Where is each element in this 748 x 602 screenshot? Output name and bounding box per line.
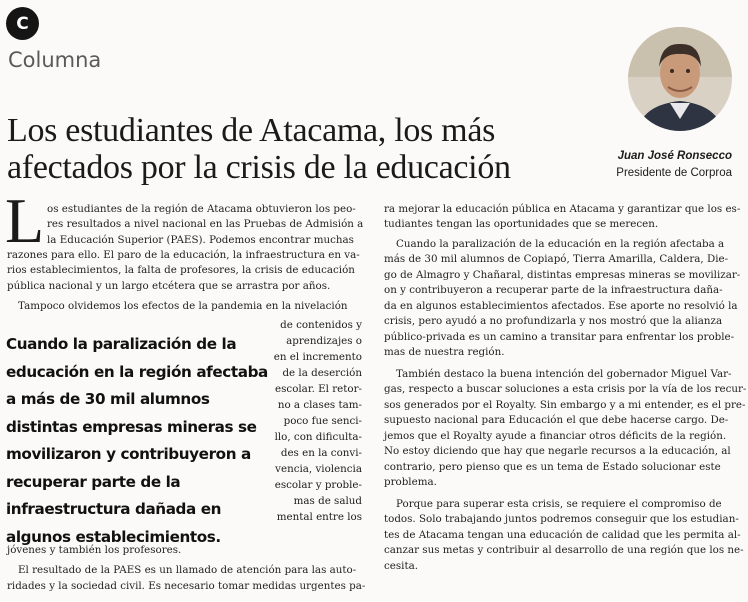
body-line: vencia, violencia	[275, 463, 362, 475]
body-line: de la deserción	[282, 367, 362, 379]
headline: Los estudiantes de Atacama, los más afectados por la crisis de la educación	[7, 112, 511, 186]
body-line: tes de Atacama tengan una educación de calidad que les permita al-	[384, 529, 741, 541]
body-line: no a clases tam-	[277, 399, 362, 411]
body-line: aprendizajes o	[286, 335, 362, 347]
author-name: Juan José Ronsecco	[617, 150, 732, 162]
body-line: más de 30 mil alumnos de Copiapó, Tierra Amarilla, Caldera, Die-	[384, 253, 729, 265]
body-line: poco fue senci-	[283, 415, 362, 427]
column-badge: C	[6, 7, 39, 40]
pull-quote: Cuando la paralización de la educación en la región afectaba a más de 30 mil alumnos distintas empresas mineras se movilizaron y contribuyeron a recuperar parte de la infraestructura dañada en algunos establecimientos.	[6, 335, 268, 546]
body-line: pública nacional y un largo etcétera que se arrastra por años.	[7, 280, 331, 292]
body-line: El resultado de la PAES es un llamado de atención para las auto-	[18, 564, 357, 576]
body-line: mental entre los	[276, 511, 362, 523]
body-line: cesita.	[384, 560, 418, 572]
body-line: en el incremento	[273, 351, 362, 363]
body-line: escolar y proble-	[274, 479, 362, 491]
body-line: Cuando la paralización de la educación en la región afectaba a	[396, 238, 725, 250]
body-line: des en la convi-	[280, 447, 362, 459]
body-line: tudiantes tengan las oportunidades que se merecen.	[384, 218, 659, 230]
body-line: llo, con dificulta-	[274, 431, 362, 443]
body-line: gas, respecto a buscar soluciones a esta crisis por la vía de los recur-	[384, 383, 747, 395]
body-line: No estoy diciendo que hay que negarle recursos a la educación, al	[384, 445, 731, 457]
author-role: Presidente de Corproa	[616, 167, 732, 179]
body-line: supuesto nacional para Educación el que debe hacerse cargo. De-	[384, 414, 729, 426]
body-line: Porque para superar esta crisis, se requiere el compromiso de	[396, 498, 722, 510]
body-line: crisis, pero ayudó a no profundizarla y nos mostró que la alianza	[384, 315, 723, 327]
body-line: go de Almagro y Chañaral, distintas empresas mineras se movilizar-	[384, 269, 741, 281]
body-line: res resultados a nivel nacional en las Pruebas de Admisión a	[47, 218, 364, 230]
body-line: da en algunos establecimientos afectados. Ese aporte no resolvió la	[384, 300, 738, 312]
body-line: la Educación Superior (PAES). Podemos encontrar muchas	[47, 234, 354, 246]
body-line: escolar. El retor-	[275, 383, 362, 395]
body-line: sos generados por el Royalty. Sin embargo y a mi entender, es el pre-	[384, 399, 746, 411]
body-line: Tampoco olvidemos los efectos de la pandemia en la nivelación	[18, 300, 348, 312]
body-line: contrario, pero pienso que es un tema de Estado solucionar este	[384, 461, 721, 473]
body-line: os estudiantes de la región de Atacama obtuvieron los peo-	[47, 203, 356, 215]
body-line: de contenidos y	[280, 319, 362, 331]
body-line: mas de salud	[293, 495, 362, 507]
body-line: jemos que el Royalty ayude a financiar otros déficits de la región.	[384, 430, 727, 442]
section-label: Columna	[8, 48, 102, 72]
body-line: razones para ello. El paro de la educación, la infraestructura en va-	[7, 249, 360, 261]
body-line: ridades y la sociedad civil. Es necesario tomar medidas urgentes pa-	[7, 580, 366, 592]
body-line: También destaco la buena intención del gobernador Miguel Var-	[396, 368, 732, 380]
body-line: canzar sus metas y contribuir al desarrollo de una región que los ne-	[384, 544, 744, 556]
body-line: ra mejorar la educación pública en Atacama y garantizar que los es-	[384, 203, 741, 215]
body-line: público-privada es un camino a transitar para enfrentar los proble-	[384, 331, 735, 343]
body-line: problema.	[384, 476, 437, 488]
body-line: rios establecimientos, la falta de profesores, la crisis de educación	[7, 264, 355, 276]
body-line: jóvenes y también los profesores.	[7, 544, 182, 556]
body-line: mas de nuestra región.	[384, 346, 505, 358]
author-photo	[628, 27, 732, 131]
body-line: on y contribuyeron a recuperar parte de la infraestructura daña-	[384, 284, 723, 296]
body-line: todos. Solo trabajando juntos podremos conseguir que los estudian-	[384, 513, 739, 525]
drop-cap: L	[5, 185, 45, 256]
